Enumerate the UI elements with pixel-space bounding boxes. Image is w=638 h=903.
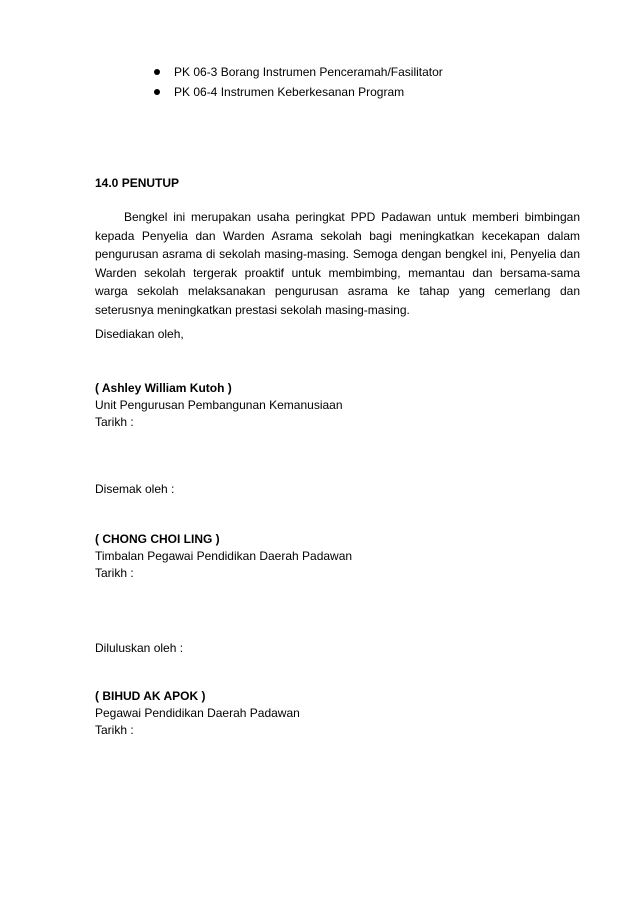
approved-role: Pegawai Pendidikan Daerah Padawan <box>95 706 300 720</box>
bullet-icon <box>154 69 160 75</box>
checked-name: ( CHONG CHOI LING ) <box>95 532 220 546</box>
list-item <box>150 82 443 102</box>
approved-date: Tarikh : <box>95 723 134 737</box>
prepared-name: ( Ashley William Kutoh ) <box>95 381 232 395</box>
section-heading: 14.0 PENUTUP <box>95 176 180 190</box>
checked-by-label: Disemak oleh : <box>95 482 175 496</box>
prepared-signature-block <box>95 380 343 431</box>
list-item-text: PK 06-4 Instrumen Keberkesanan Program <box>174 85 405 99</box>
list-item-text: PK 06-3 Borang Instrumen Penceramah/Fasilitator <box>174 65 443 79</box>
form-list <box>150 62 443 102</box>
list-item <box>150 62 443 82</box>
prepared-by-label: Disediakan oleh, <box>95 327 184 341</box>
bullet-icon <box>154 89 160 95</box>
prepared-role: Unit Pengurusan Pembangunan Kemanusiaan <box>95 398 343 412</box>
closing-paragraph: Bengkel ini merupakan usaha peringkat PPD Padawan untuk memberi bimbingan kepada Penyelia dan Warden Asrama sekolah bagi meningkatkan kecekapan dalam pengurusan asrama di sekolah masing-masing. Semoga dengan bengkel ini, Penyelia dan Warden sekolah tergerak proaktif untuk membimbing, memantau dan bersama-sama warga sekolah melaksanakan pengurusan asrama ke tahap yang cemerlang dan seterusnya meningkatkan prestasi sekolah masing-masing. <box>95 210 580 317</box>
checked-signature-block <box>95 531 352 582</box>
checked-date: Tarikh : <box>95 566 134 580</box>
checked-role: Timbalan Pegawai Pendidikan Daerah Padawan <box>95 549 353 563</box>
approved-signature-block <box>95 688 300 739</box>
approved-name: ( BIHUD AK APOK ) <box>95 689 206 703</box>
prepared-date: Tarikh : <box>95 415 134 429</box>
approved-by-label: Diluluskan oleh : <box>95 641 184 655</box>
